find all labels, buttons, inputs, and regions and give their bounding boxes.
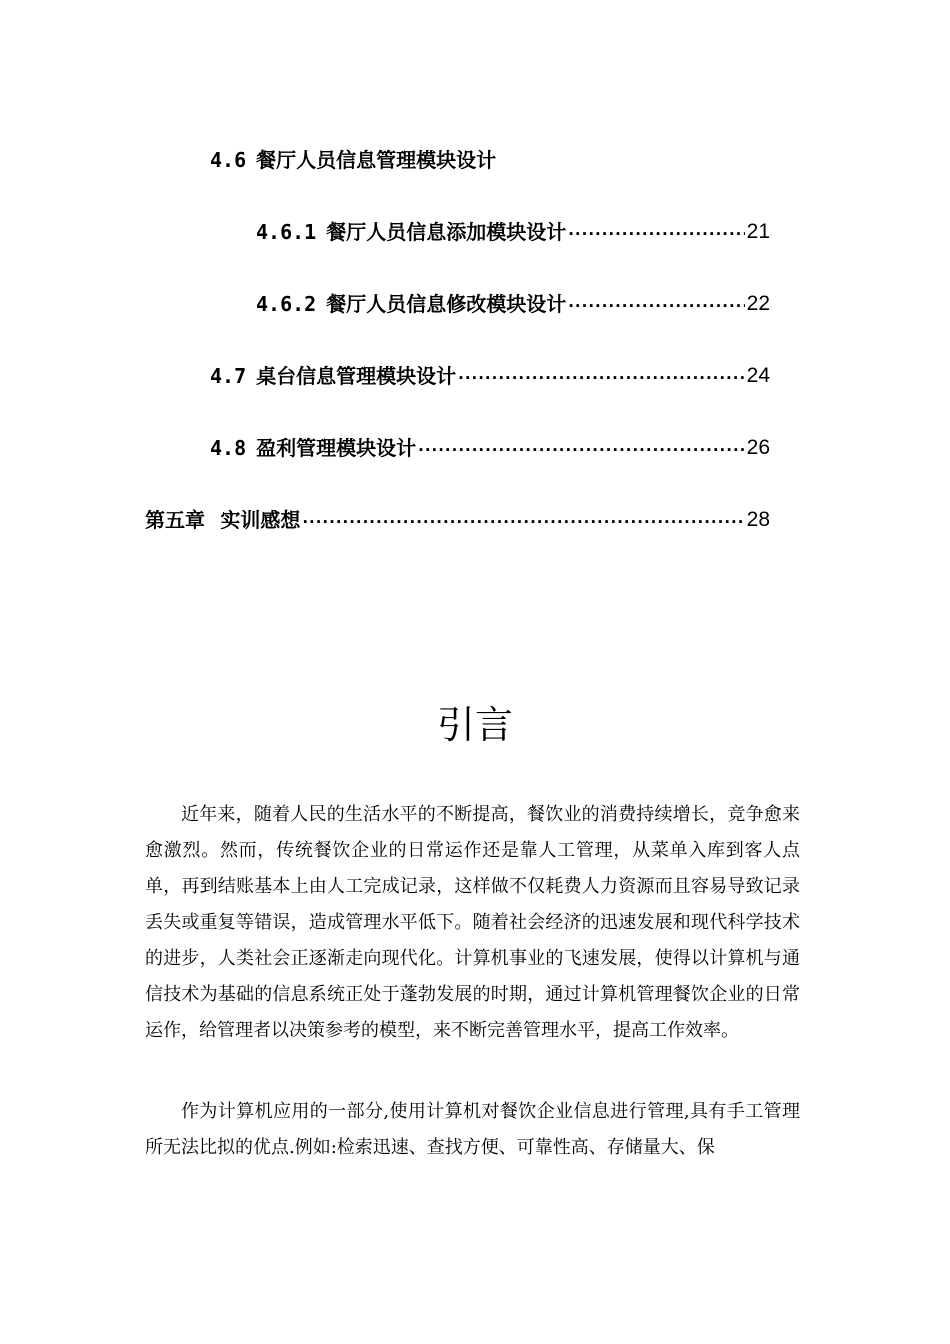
section-heading: 引言 xyxy=(436,703,513,747)
toc-entry-number: 4.8 xyxy=(210,436,247,460)
toc-entry-page: 22 xyxy=(746,292,770,315)
toc-entry-title: 餐厅人员信息管理模块设计 xyxy=(256,148,497,172)
toc-entry-number: 4.6.1 xyxy=(256,220,317,244)
toc-entry-4-6-1 xyxy=(256,206,770,242)
toc-entry-title: 盈利管理模块设计 xyxy=(256,436,417,460)
toc-entry-4-7 xyxy=(210,350,770,386)
toc-entry-number: 4.6.2 xyxy=(256,292,317,316)
toc-entry-number: 4.7 xyxy=(210,364,247,388)
body-paragraph: 近年来，随着人民的生活水平的不断提高，餐饮业的消费持续增长，竞争愈来愈激烈。然而，传统餐饮企业的日常运作还是靠人工管理，从菜单入库到客人点单，再到结账基本上由人工完成记录，这样做不仅耗费人力资源而且容易导致记录丢失或重复等错误，造成管理水平低下。随着社会经济的迅速发展和现代科学技术的进步，人类社会正逐渐走向现代化。计算机事业的飞速发展，使得以计算机与通信技术为基础的信息系统正处于蓬勃发展的时期，通过计算机管理餐饮企业的日常运作，给管理者以决策参考的模型，来不断完善管理水平，提高工作效率。 xyxy=(145,804,800,1041)
toc-entry-4-8 xyxy=(210,422,770,458)
toc-entry-4-6 xyxy=(210,134,770,170)
toc-entry-title: 餐厅人员信息修改模块设计 xyxy=(326,292,567,316)
toc-dot-leader xyxy=(568,294,744,314)
toc-dot-leader xyxy=(458,366,745,386)
toc-entry-page: 24 xyxy=(746,364,770,387)
toc-entry-page: 28 xyxy=(746,508,770,531)
toc-entry-number: 第五章 xyxy=(145,508,205,532)
toc-entry-page: 21 xyxy=(746,220,770,243)
body-paragraph: 作为计算机应用的一部分,使用计算机对餐饮企业信息进行管理,具有手工管理所无法比拟的优点.例如:检索迅速、查找方便、可靠性高、存储量大、保 xyxy=(145,1101,800,1158)
toc-dot-leader xyxy=(418,438,745,458)
toc-entry-chapter-5 xyxy=(145,494,770,530)
toc-entry-title: 实训感想 xyxy=(220,508,301,532)
toc-entry-page: 26 xyxy=(746,436,770,459)
toc-entry-number: 4.6 xyxy=(210,148,247,172)
toc-entry-4-6-2 xyxy=(256,278,770,314)
toc-dot-leader xyxy=(568,222,744,242)
toc-entry-title: 餐厅人员信息添加模块设计 xyxy=(326,220,567,244)
toc-dot-leader xyxy=(302,510,744,530)
toc-entry-title: 桌台信息管理模块设计 xyxy=(256,364,457,388)
